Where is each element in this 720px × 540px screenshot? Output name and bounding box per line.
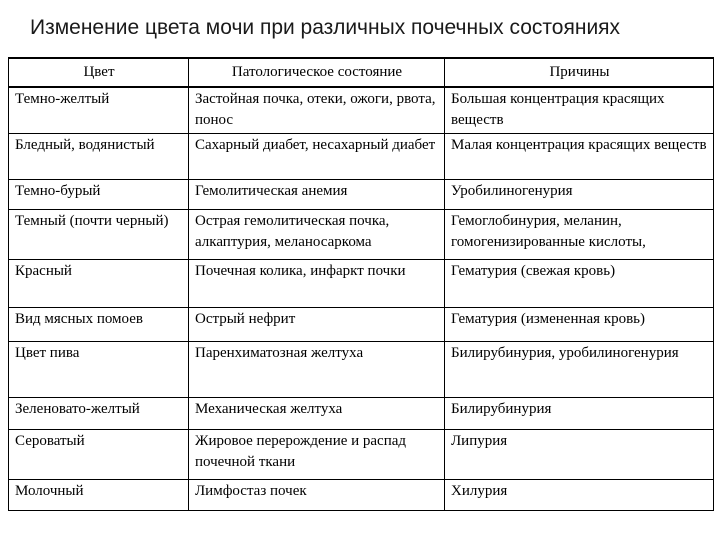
table-row xyxy=(9,342,714,398)
cell-causes: Липурия xyxy=(445,430,714,480)
cell-color: Зеленовато-желтый xyxy=(9,398,189,430)
table-row xyxy=(9,398,714,430)
cell-color: Вид мясных помоев xyxy=(9,308,189,342)
table-row xyxy=(9,180,714,210)
cell-causes: Гематурия (измененная кровь) xyxy=(445,308,714,342)
cell-causes: Большая концентрация красящих веществ xyxy=(445,87,714,134)
cell-condition: Острая гемолитическая почка, алкаптурия, меланосаркома xyxy=(189,210,445,260)
cell-causes: Уробилиногенурия xyxy=(445,180,714,210)
cell-causes: Билирубинурия xyxy=(445,398,714,430)
cell-condition: Застойная почка, отеки, ожоги, рвота, понос xyxy=(189,87,445,134)
table-row xyxy=(9,308,714,342)
cell-causes: Хилурия xyxy=(445,480,714,511)
slide-title: Изменение цвета мочи при различных почечных состояниях xyxy=(30,16,621,39)
cell-color: Молочный xyxy=(9,480,189,511)
cell-color: Темно-желтый xyxy=(9,87,189,134)
cell-condition: Механическая желтуха xyxy=(189,398,445,430)
table-row xyxy=(9,260,714,308)
header-condition: Патологическое состояние xyxy=(189,58,445,87)
table-row xyxy=(9,210,714,260)
cell-color: Темный (почти черный) xyxy=(9,210,189,260)
cell-causes: Билирубинурия, уробилиногенурия xyxy=(445,342,714,398)
cell-condition: Лимфостаз почек xyxy=(189,480,445,511)
cell-condition: Паренхиматозная желтуха xyxy=(189,342,445,398)
cell-condition: Жировое перерождение и распад почечной ткани xyxy=(189,430,445,480)
header-color: Цвет xyxy=(9,58,189,87)
table-row xyxy=(9,134,714,180)
header-causes: Причины xyxy=(445,58,714,87)
cell-condition: Сахарный диабет, несахарный диабет xyxy=(189,134,445,180)
table-row xyxy=(9,480,714,511)
cell-color: Бледный, водянистый xyxy=(9,134,189,180)
table-row xyxy=(9,87,714,134)
table-row xyxy=(9,430,714,480)
cell-color: Темно-бурый xyxy=(9,180,189,210)
cell-causes: Малая концентрация красящих веществ xyxy=(445,134,714,180)
cell-condition: Гемолитическая анемия xyxy=(189,180,445,210)
cell-color: Красный xyxy=(9,260,189,308)
cell-condition: Острый нефрит xyxy=(189,308,445,342)
cell-causes: Гематурия (свежая кровь) xyxy=(445,260,714,308)
cell-causes: Гемоглобинурия, меланин, гомогенизированные кислоты, xyxy=(445,210,714,260)
urine-color-table xyxy=(8,57,714,511)
cell-condition: Почечная колика, инфаркт почки xyxy=(189,260,445,308)
table-header-row xyxy=(9,58,714,87)
cell-color: Сероватый xyxy=(9,430,189,480)
cell-color: Цвет пива xyxy=(9,342,189,398)
